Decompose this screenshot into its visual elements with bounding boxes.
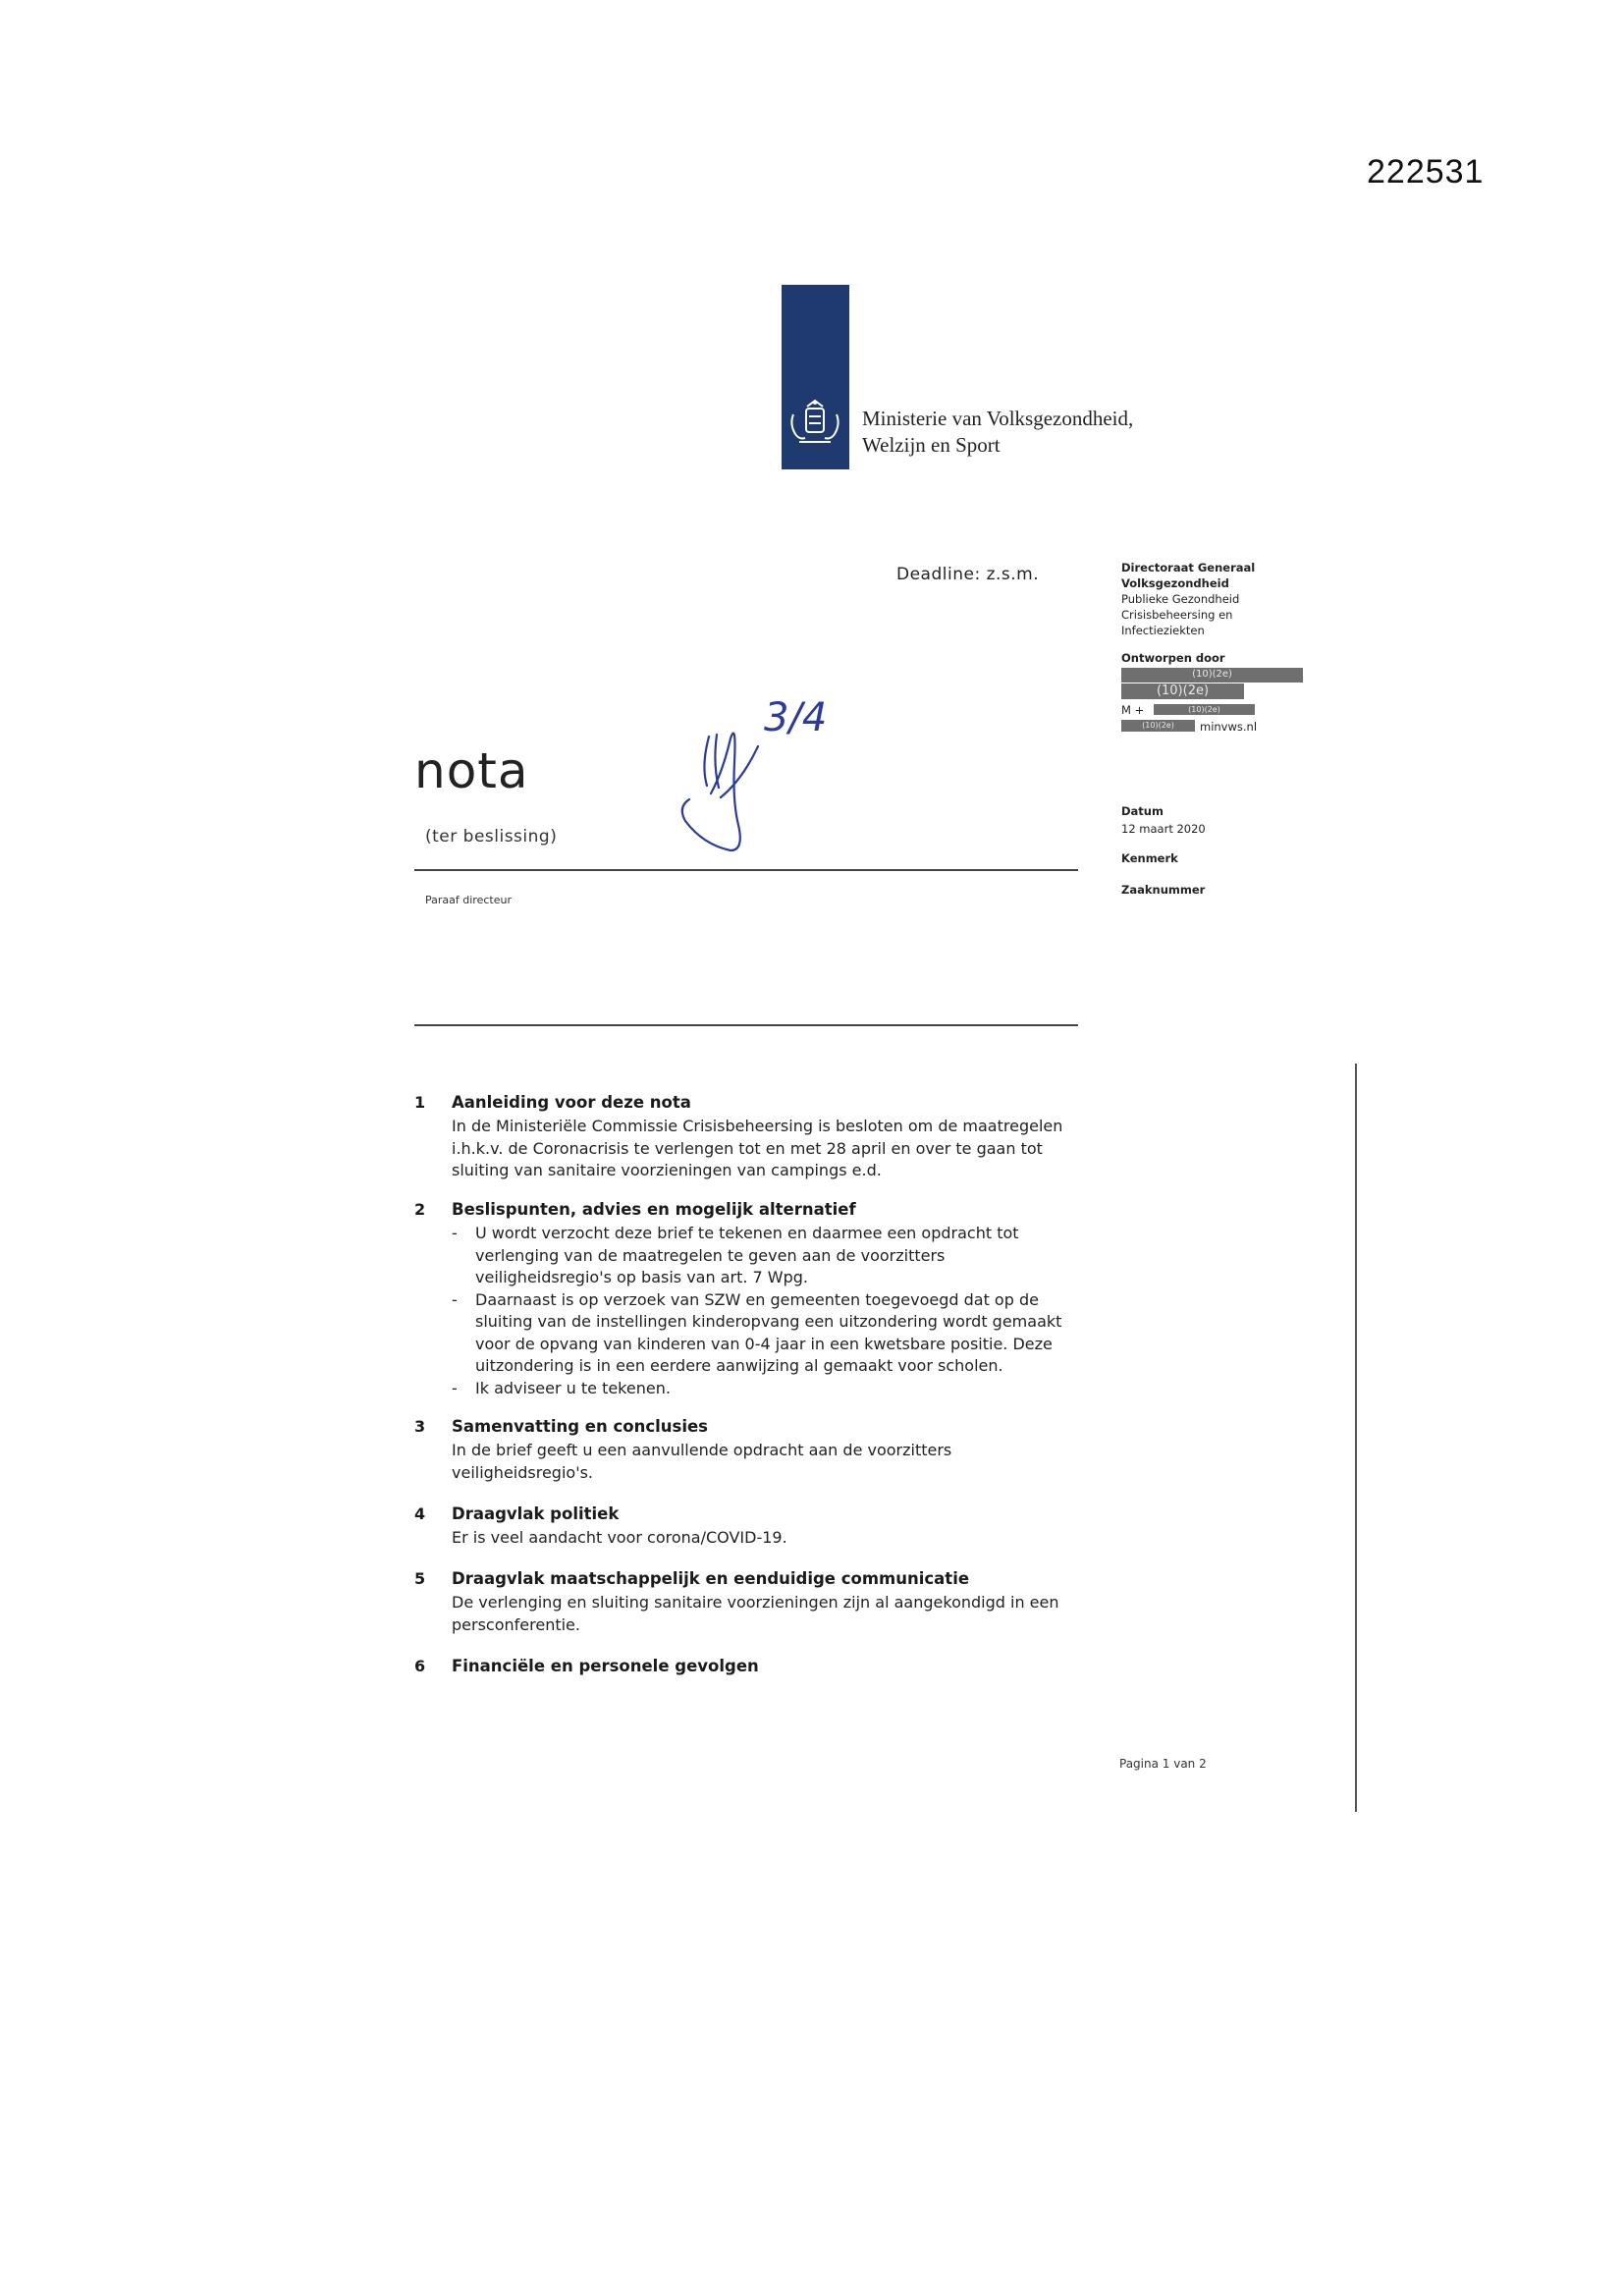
section-number: 1 — [414, 1093, 426, 1112]
section-number: 3 — [414, 1417, 426, 1436]
case-number-label: Zaaknummer — [1121, 883, 1206, 897]
deadline: Deadline: z.s.m. — [896, 565, 1040, 584]
ministry-name — [862, 406, 1133, 459]
body-line: In de Ministeriële Commissie Crisisbeheersing is besloten om de maatregelen — [452, 1117, 1063, 1135]
department-line-2: Crisisbeheersing en — [1121, 608, 1233, 622]
bullet-item — [450, 1289, 1061, 1378]
redaction-block — [1154, 704, 1255, 715]
designed-by-label: Ontworpen door — [1121, 651, 1225, 665]
divider — [414, 1024, 1078, 1026]
department-line-3: Infectieziekten — [1121, 624, 1205, 637]
section-number: 2 — [414, 1200, 426, 1219]
note-subtitle: (ter beslissing) — [425, 827, 558, 847]
section-title: Samenvatting en conclusies — [452, 1417, 708, 1436]
section-body — [452, 1592, 1059, 1636]
section-body — [452, 1440, 951, 1484]
section-number: 6 — [414, 1657, 426, 1675]
section-body — [452, 1527, 787, 1550]
section-title: Beslispunten, advies en mogelijk alternatief — [452, 1200, 856, 1219]
email-suffix: minvws.nl — [1200, 720, 1258, 734]
bullet-dash: - — [452, 1289, 458, 1309]
ministry-line-1: Ministerie van Volksgezondheid, — [862, 407, 1134, 430]
body-line: veiligheidsregio's op basis van art. 7 Wpg. — [475, 1268, 809, 1286]
redaction-code: (10)(2e) — [1188, 705, 1220, 714]
body-line: Er is veel aandacht voor corona/COVID-19. — [452, 1528, 787, 1547]
page-number: Pagina 1 van 2 — [1119, 1757, 1207, 1771]
redaction-block — [1121, 683, 1244, 699]
section-number: 5 — [414, 1569, 426, 1588]
body-line: U wordt verzocht deze brief te tekenen en daarmee een opdracht tot — [475, 1224, 1019, 1242]
body-line: verlenging van de maatregelen te geven aan de voorzitters — [475, 1245, 946, 1265]
body-line: Ik adviseer u te tekenen. — [475, 1378, 671, 1397]
section-number: 4 — [414, 1504, 426, 1523]
ministry-line-2: Welzijn en Sport — [862, 433, 1001, 457]
date-value: 12 maart 2020 — [1121, 822, 1206, 836]
date-label: Datum — [1121, 804, 1164, 818]
body-line: veiligheidsregio's. — [452, 1462, 594, 1482]
mobile-prefix: M + — [1121, 703, 1145, 717]
section-body — [452, 1116, 1062, 1182]
signature-icon — [668, 678, 874, 874]
body-line: sluiting van de instellingen kinderopvang een uitzondering wordt gemaakt — [475, 1312, 1062, 1331]
redaction-code: (10)(2e) — [1192, 669, 1232, 680]
document-number: 222531 — [1367, 153, 1485, 191]
body-line: De verlenging en sluiting sanitaire voorzieningen zijn al aangekondigd in een — [452, 1593, 1059, 1612]
crest-icon — [785, 397, 844, 448]
section-title: Draagvlak politiek — [452, 1504, 620, 1523]
bullet-item — [450, 1378, 1061, 1400]
bullet-dash: - — [452, 1378, 458, 1397]
body-line: i.h.k.v. de Coronacrisis te verlengen tot en met 28 april en over te gaan tot — [452, 1138, 1043, 1158]
section-body — [450, 1223, 1061, 1399]
directorate-line-2: Volksgezondheid — [1121, 576, 1229, 590]
note-title: nota — [414, 742, 529, 799]
body-line: In de brief geeft u een aanvullende opdracht aan de voorzitters — [452, 1441, 952, 1459]
reference-label: Kenmerk — [1121, 851, 1178, 865]
section-title: Aanleiding voor deze nota — [452, 1093, 691, 1112]
redaction-code: (10)(2e) — [1142, 721, 1174, 730]
body-line: sluiting van sanitaire voorzieningen van campings e.d. — [452, 1161, 882, 1179]
bullet-item — [450, 1223, 1061, 1289]
bullet-dash: - — [452, 1224, 458, 1242]
redaction-block — [1121, 668, 1303, 683]
body-line: Daarnaast is op verzoek van SZW en gemeenten toegevoegd dat op de — [475, 1289, 1039, 1309]
page-edge-line — [1355, 1064, 1357, 1812]
body-line: persconferentie. — [452, 1614, 580, 1634]
body-line: voor de opvang van kinderen van 0-4 jaar in een kwetsbare positie. Deze — [475, 1334, 1053, 1353]
body-line: uitzondering is in een eerdere aanwijzing al gemaakt voor scholen. — [475, 1356, 1003, 1375]
redaction-block — [1121, 720, 1195, 732]
redaction-code: (10)(2e) — [1156, 683, 1210, 698]
department-line-1: Publieke Gezondheid — [1121, 592, 1240, 606]
handwritten-date: 3/4 — [764, 695, 828, 740]
paraaf-label: Paraaf directeur — [425, 894, 512, 906]
directorate-line-1: Directoraat Generaal — [1121, 561, 1256, 574]
section-title: Draagvlak maatschappelijk en eenduidige communicatie — [452, 1569, 970, 1588]
section-title: Financiële en personele gevolgen — [452, 1657, 759, 1675]
